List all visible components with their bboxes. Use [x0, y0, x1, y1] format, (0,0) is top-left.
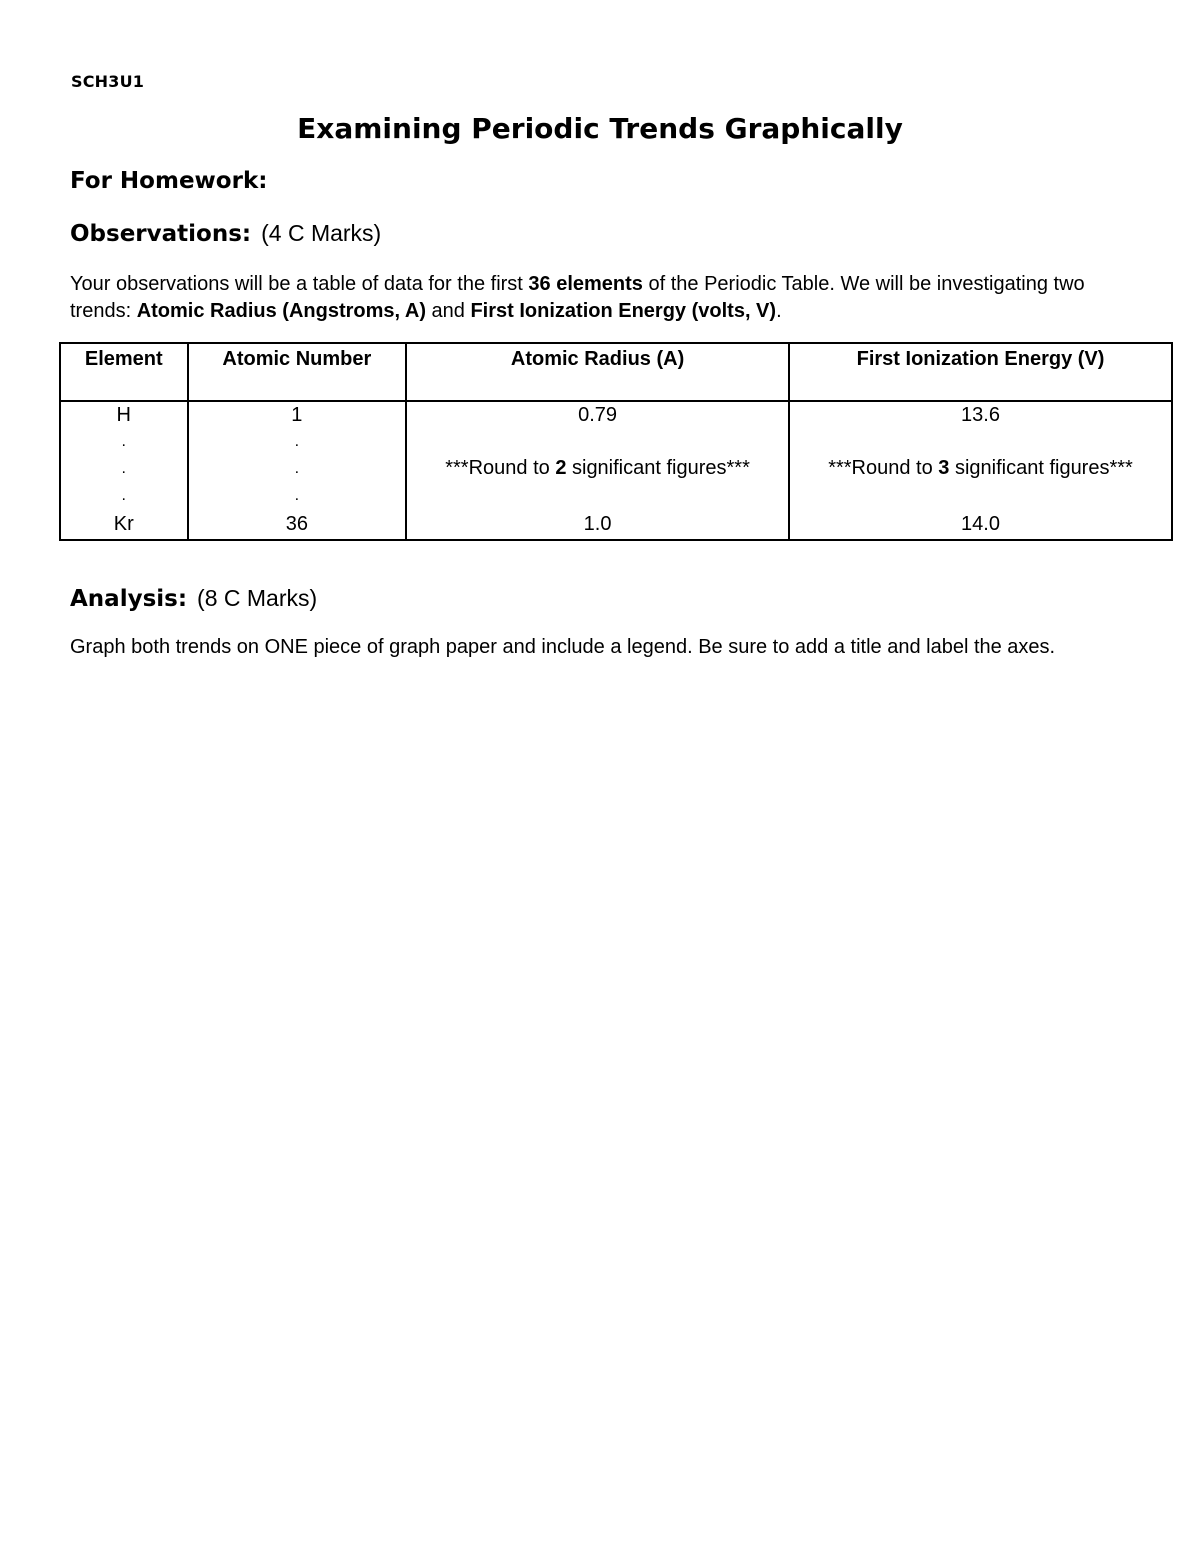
analysis-marks: (8 C Marks) — [197, 585, 318, 611]
cell-number-last: 36 — [188, 509, 407, 540]
cell-radius-note — [406, 428, 789, 509]
ellipsis-dot: . — [294, 433, 300, 450]
radius-note-num: 2 — [555, 457, 567, 479]
observations-heading — [70, 220, 381, 247]
ie-note-post: significant figures*** — [949, 457, 1133, 479]
cell-number-ellipsis — [188, 428, 407, 509]
obs-text-4: . — [776, 300, 782, 322]
header-atomic-radius: Atomic Radius (A) — [406, 343, 789, 401]
radius-note-post: significant figures*** — [566, 457, 750, 479]
course-code: SCH3U1 — [71, 72, 145, 91]
radius-note-pre: ***Round to — [445, 457, 556, 479]
analysis-heading — [70, 585, 317, 612]
table-header-row — [60, 343, 1172, 401]
cell-number-first: 1 — [188, 401, 407, 428]
obs-text-2: of the Periodic Table. We will be investigating two trends: — [70, 273, 1085, 322]
ellipsis-dot: . — [121, 460, 126, 477]
ellipsis-dot: . — [121, 433, 126, 450]
document-title: Examining Periodic Trends Graphically — [297, 112, 903, 145]
ie-note-pre: ***Round to — [828, 457, 939, 479]
cell-element-ellipsis — [60, 428, 188, 509]
table-row — [60, 509, 1172, 540]
observations-paragraph — [70, 271, 1130, 325]
homework-heading: For Homework: — [70, 168, 268, 194]
observations-heading-label: Observations: — [70, 221, 252, 247]
ellipsis-dot: . — [294, 460, 300, 477]
obs-bold-radius: Atomic Radius (Angstroms, A) — [136, 300, 426, 322]
obs-bold-ionization: First Ionization Energy (volts, V) — [470, 300, 777, 322]
cell-radius-last: 1.0 — [406, 509, 789, 540]
table-row — [60, 401, 1172, 428]
obs-bold-elements: 36 elements — [528, 273, 643, 295]
table-row — [60, 428, 1172, 509]
analysis-paragraph: Graph both trends on ONE piece of graph paper and include a legend. Be sure to add a title and label the axes. — [70, 636, 1056, 658]
cell-radius-first: 0.79 — [406, 401, 789, 428]
cell-ie-last: 14.0 — [789, 509, 1172, 540]
cell-ie-first: 13.6 — [789, 401, 1172, 428]
ellipsis-dot: . — [294, 487, 300, 504]
header-atomic-number: Atomic Number — [188, 343, 407, 401]
cell-element-first: H — [60, 401, 188, 428]
data-table — [59, 342, 1173, 541]
header-ionization-energy: First Ionization Energy (V) — [789, 343, 1172, 401]
observations-marks: (4 C Marks) — [261, 220, 382, 246]
obs-text-1: Your observations will be a table of data for the first — [70, 273, 529, 295]
cell-ie-note — [789, 428, 1172, 509]
ie-note-num: 3 — [938, 457, 950, 479]
cell-element-last: Kr — [60, 509, 188, 540]
obs-text-3: and — [425, 300, 471, 322]
analysis-heading-label: Analysis: — [70, 586, 188, 612]
header-element: Element — [60, 343, 188, 401]
ellipsis-dot: . — [121, 487, 126, 504]
